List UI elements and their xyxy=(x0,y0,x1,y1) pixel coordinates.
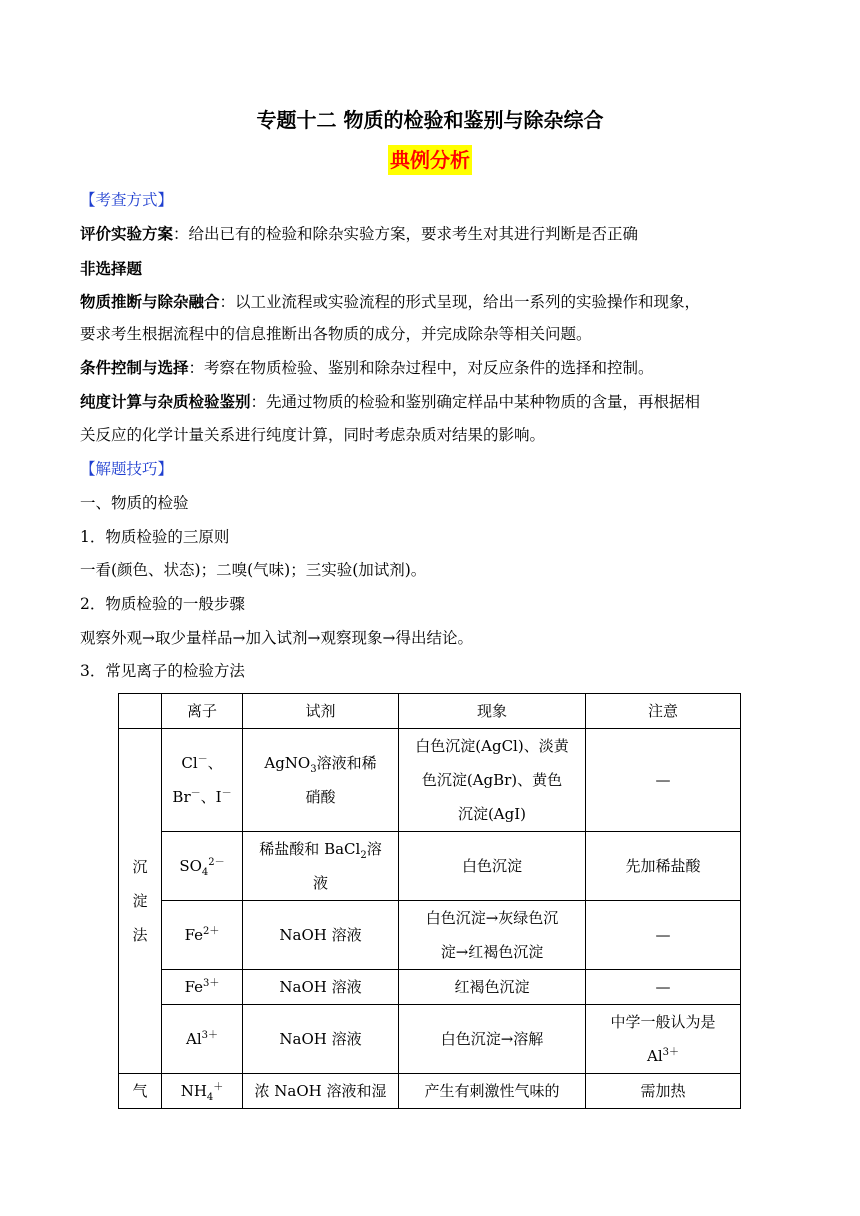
phenomenon-cell: 产生有刺激性气味的 xyxy=(399,1074,586,1109)
table-header-cell: 现象 xyxy=(399,694,586,729)
table-header-cell: 试剂 xyxy=(243,694,399,729)
reagent-cell: AgNO$_3$溶液和稀 硝酸 xyxy=(243,729,399,832)
note-cell: — xyxy=(586,970,741,1005)
heading-material-test: 一、物质的检验 xyxy=(80,494,189,512)
group-label-gas: 气 xyxy=(119,1074,162,1109)
ion-cell: $Al^{3+}$ xyxy=(162,1005,243,1074)
ion-cell: $Fe^{2+}$ xyxy=(162,901,243,970)
note-cell: 中学一般认为是 $Al^{3+}$ xyxy=(586,1005,741,1074)
group-label-precipitation: 沉 淀 法 xyxy=(119,729,162,1074)
table-header-row xyxy=(119,694,741,729)
paragraph-condition: 条件控制与选择：考察在物质检验、鉴别和除杂过程中，对反应条件的选择和控制。 xyxy=(80,358,654,377)
paragraph-purity: 纯度计算与杂质检验鉴别：先通过物质的检验和鉴别确定样品中某种物质的含量，再根据相 xyxy=(80,392,701,411)
table-row xyxy=(119,729,741,832)
section-tips: 【解题技巧】 xyxy=(80,460,174,478)
point-steps: 2．物质检验的一般步骤 xyxy=(80,595,245,613)
note-cell: 需加热 xyxy=(586,1074,741,1109)
table-row xyxy=(119,1074,741,1109)
document-title: 专题十二 物质的检验和鉴别与除杂综合 xyxy=(256,108,604,132)
reagent-cell: NaOH 溶液 xyxy=(243,970,399,1005)
phenomenon-cell: 白色沉淀→溶解 xyxy=(399,1005,586,1074)
table-row xyxy=(119,901,741,970)
point-steps-text: 观察外观→取少量样品→加入试剂→观察现象→得出结论。 xyxy=(80,629,473,647)
ion-cell: $NH_4^+$ xyxy=(162,1074,243,1109)
table-row xyxy=(119,1005,741,1074)
section-exam-method: 【考查方式】 xyxy=(80,191,174,209)
ion-test-table xyxy=(118,693,741,1109)
point-principles: 1．物质检验的三原则 xyxy=(80,528,230,546)
paragraph-purity-cont: 关反应的化学计量关系进行纯度计算，同时考虑杂质对结果的影响。 xyxy=(80,426,546,444)
note-cell: — xyxy=(586,901,741,970)
reagent-cell: 稀盐酸和 BaCl$_2$溶 液 xyxy=(243,832,399,901)
table-header-cell xyxy=(119,694,162,729)
paragraph-evaluate: 评价实验方案：给出已有的检验和除杂实验方案，要求考生对其进行判断是否正确 xyxy=(80,224,639,243)
note-cell: — xyxy=(586,729,741,832)
paragraph-nonchoice: 非选择题 xyxy=(80,259,143,278)
ion-cell: Cl－、 Br－、I－ xyxy=(162,729,243,832)
paragraph-inference-cont: 要求考生根据流程中的信息推断出各物质的成分，并完成除杂等相关问题。 xyxy=(80,325,592,343)
point-principles-text: 一看(颜色、状态)；二嗅(气味)；三实验(加试剂)。 xyxy=(80,561,427,579)
point-ion-methods: 3．常见离子的检验方法 xyxy=(80,662,245,680)
table-header-cell: 离子 xyxy=(162,694,243,729)
paragraph-inference: 物质推断与除杂融合：以工业流程或实验流程的形式呈现，给出一系列的实验操作和现象， xyxy=(80,292,701,311)
phenomenon-cell: 白色沉淀(AgCl)、淡黄 色沉淀(AgBr)、黄色 沉淀(AgI) xyxy=(399,729,586,832)
table-row xyxy=(119,832,741,901)
reagent-cell: 浓 NaOH 溶液和湿 xyxy=(243,1074,399,1109)
phenomenon-cell: 红褐色沉淀 xyxy=(399,970,586,1005)
ion-cell: $Fe^{3+}$ xyxy=(162,970,243,1005)
section-banner: 典例分析 xyxy=(388,145,472,175)
table-header-cell: 注意 xyxy=(586,694,741,729)
table-row xyxy=(119,970,741,1005)
phenomenon-cell: 白色沉淀 xyxy=(399,832,586,901)
reagent-cell: NaOH 溶液 xyxy=(243,901,399,970)
note-cell: 先加稀盐酸 xyxy=(586,832,741,901)
phenomenon-cell: 白色沉淀→灰绿色沉 淀→红褐色沉淀 xyxy=(399,901,586,970)
reagent-cell: NaOH 溶液 xyxy=(243,1005,399,1074)
ion-cell: $SO_4^{2-}$ xyxy=(162,832,243,901)
